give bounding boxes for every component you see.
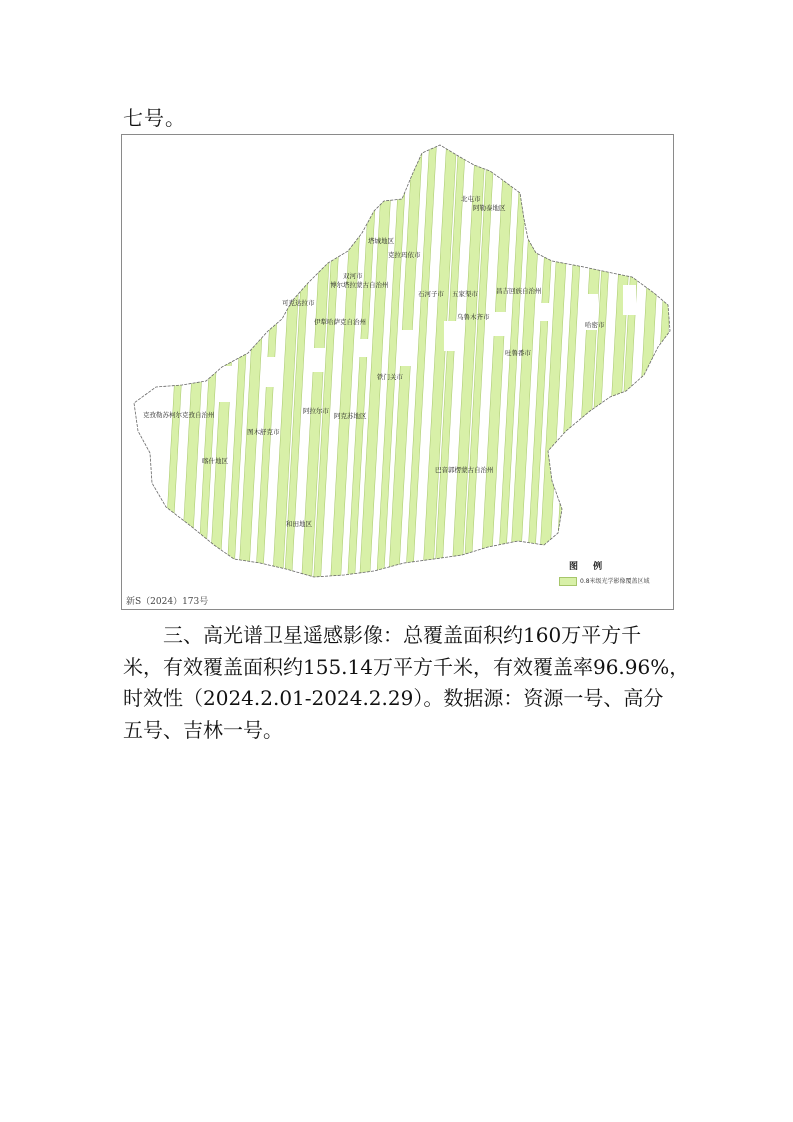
map-label-altay: 阿勒泰地区 [473, 204, 506, 212]
map-label-hami: 哈密市 [585, 321, 605, 329]
coverage-map [122, 135, 673, 609]
map-label-changji: 昌吉回族自治州 [496, 287, 542, 295]
map-label-urumqi: 乌鲁木齐市 [457, 313, 490, 321]
paragraph-line: 三、高光谱卫星遥感影像：总覆盖面积约160万平方千 [123, 623, 642, 647]
map-label-bortala: 博尔塔拉蒙古自治州 [330, 281, 389, 289]
coverage-gap [536, 303, 549, 321]
coverage-strip [162, 135, 195, 609]
paragraph-line: 五号、吉林一号。 [123, 717, 283, 742]
coverage-gap [311, 348, 327, 372]
map-label-kizilsu: 克孜勒苏柯尔克孜自治州 [143, 411, 215, 419]
coverage-gap [490, 312, 506, 336]
map-label-aral: 阿拉尔市 [303, 407, 329, 415]
map-label-wujiaqu: 五家渠市 [452, 290, 478, 298]
coverage-map-figure [121, 134, 674, 610]
map-label-hotan: 和田地区 [286, 520, 312, 528]
map-label-aksu: 阿克苏地区 [334, 412, 367, 420]
coverage-gap [398, 330, 414, 366]
map-label-shuanghe: 双河市 [343, 272, 363, 280]
preceding-text-line: 七号。 [123, 106, 186, 130]
legend-swatch [559, 577, 577, 586]
legend-item-label: 0.8米级光学影像覆盖区域 [580, 578, 650, 585]
map-label-kokdala: 可克达拉市 [282, 299, 315, 307]
coverage-gap [444, 321, 457, 351]
coverage-gap [265, 357, 278, 387]
map-label-ili: 伊犁哈萨克自治州 [314, 318, 366, 326]
coverage-strip [629, 135, 665, 609]
map-label-tumxuk: 图木舒克市 [247, 428, 280, 436]
map-label-beitun: 北屯市 [461, 195, 481, 203]
body-paragraph [123, 620, 690, 746]
paragraph-line: 时效性（2024.2.01-2024.2.29）。数据源：资源一号、高分 [123, 686, 664, 710]
coverage-gap [669, 276, 673, 300]
map-label-kashgar: 喀什地区 [202, 457, 228, 465]
paragraph-line: 米，有效覆盖面积约155.14万平方千米，有效覆盖率96.96%， [123, 654, 690, 679]
coverage-strip [179, 135, 215, 609]
map-label-karamay: 克拉玛依市 [388, 251, 421, 259]
map-label-shihezi: 石河子市 [418, 290, 444, 298]
coverage-gap [219, 366, 235, 402]
coverage-strips [162, 135, 673, 609]
map-label-tacheng: 塔城地区 [368, 237, 394, 245]
map-label-turpan: 吐鲁番市 [505, 349, 531, 357]
map-label-tiemenguan: 铁门关市 [377, 373, 403, 381]
coverage-strip [658, 135, 673, 609]
coverage-gap [623, 285, 636, 315]
coverage-gap [173, 255, 186, 273]
coverage-strip [646, 135, 673, 609]
legend-title: 图 例 [569, 562, 609, 572]
coverage-gap [357, 339, 370, 357]
map-approval-number: 新S（2024）173号 [126, 597, 209, 607]
map-label-bayingolin: 巴音郭楞蒙古自治州 [435, 466, 494, 474]
